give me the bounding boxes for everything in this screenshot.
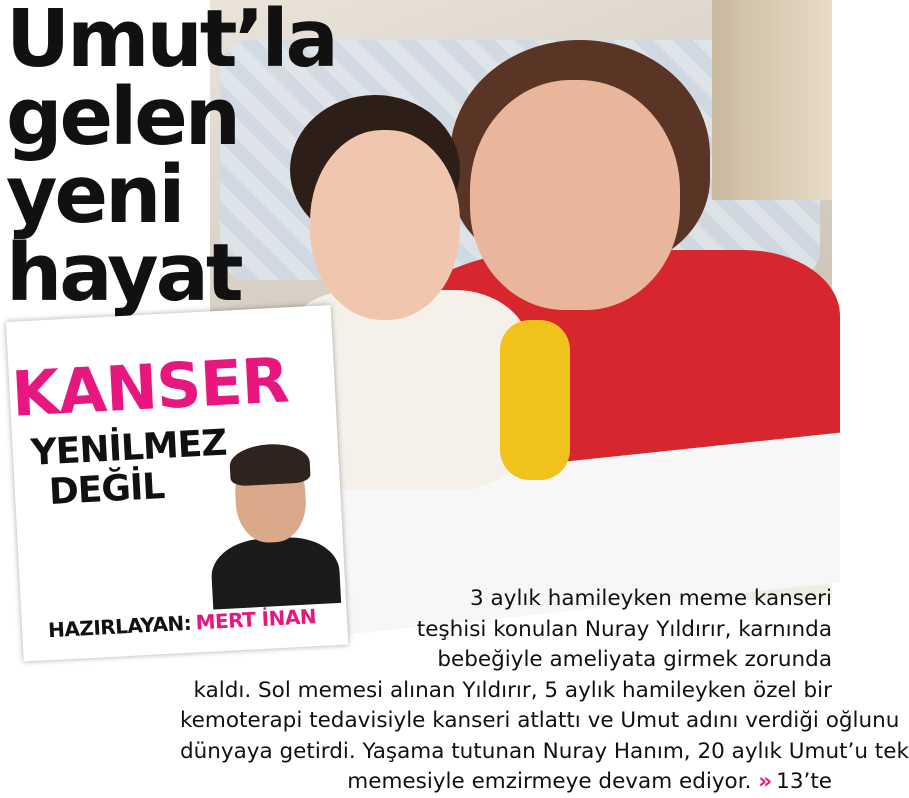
headline-line: hayat	[6, 227, 241, 319]
summary-line: dünyaya getirdi. Yaşama tutunan Nuray Hanım, 20 aylık Umut’u tek	[180, 738, 909, 764]
summary-line: bebeğiyle ameliyata girmek zorunda	[437, 647, 832, 672]
byline-name: MERT İNAN	[194, 604, 317, 635]
curtain	[712, 0, 832, 200]
summary-line: memesiyle emzirmeye devam ediyor.	[347, 769, 752, 794]
article-summary	[180, 584, 909, 798]
summary-line: kaldı. Sol memesi alınan Yıldırır, 5 aylık hamileyken özel bir	[193, 677, 832, 703]
headline-line: yeni	[6, 149, 183, 241]
summary-line: 3 aylık hamileyken meme kanseri	[470, 586, 832, 611]
mother-face	[470, 80, 680, 310]
byline-label: HAZIRLAYAN:	[47, 610, 192, 643]
double-chevron-icon: »	[758, 769, 773, 794]
series-title-line3: DEĞİL	[47, 465, 166, 513]
summary-last-line	[180, 767, 832, 798]
page-reference[interactable]: 13’te	[776, 769, 832, 794]
author-hair	[229, 442, 311, 486]
summary-line: kemoterapi tedavisiyle kanseri atlattı ve Umut adını verdiği oğlunu	[180, 708, 900, 733]
child-sleeve	[500, 320, 570, 480]
summary-line: teşhisi konulan Nuray Yıldırır, karnında	[416, 616, 832, 642]
headline-line: gelen	[6, 71, 239, 163]
series-title-line1: KANSER	[9, 343, 290, 431]
series-title-line2: YENİLMEZ	[29, 422, 228, 474]
headline-line: Umut’la	[6, 0, 336, 85]
headline	[6, 0, 336, 319]
